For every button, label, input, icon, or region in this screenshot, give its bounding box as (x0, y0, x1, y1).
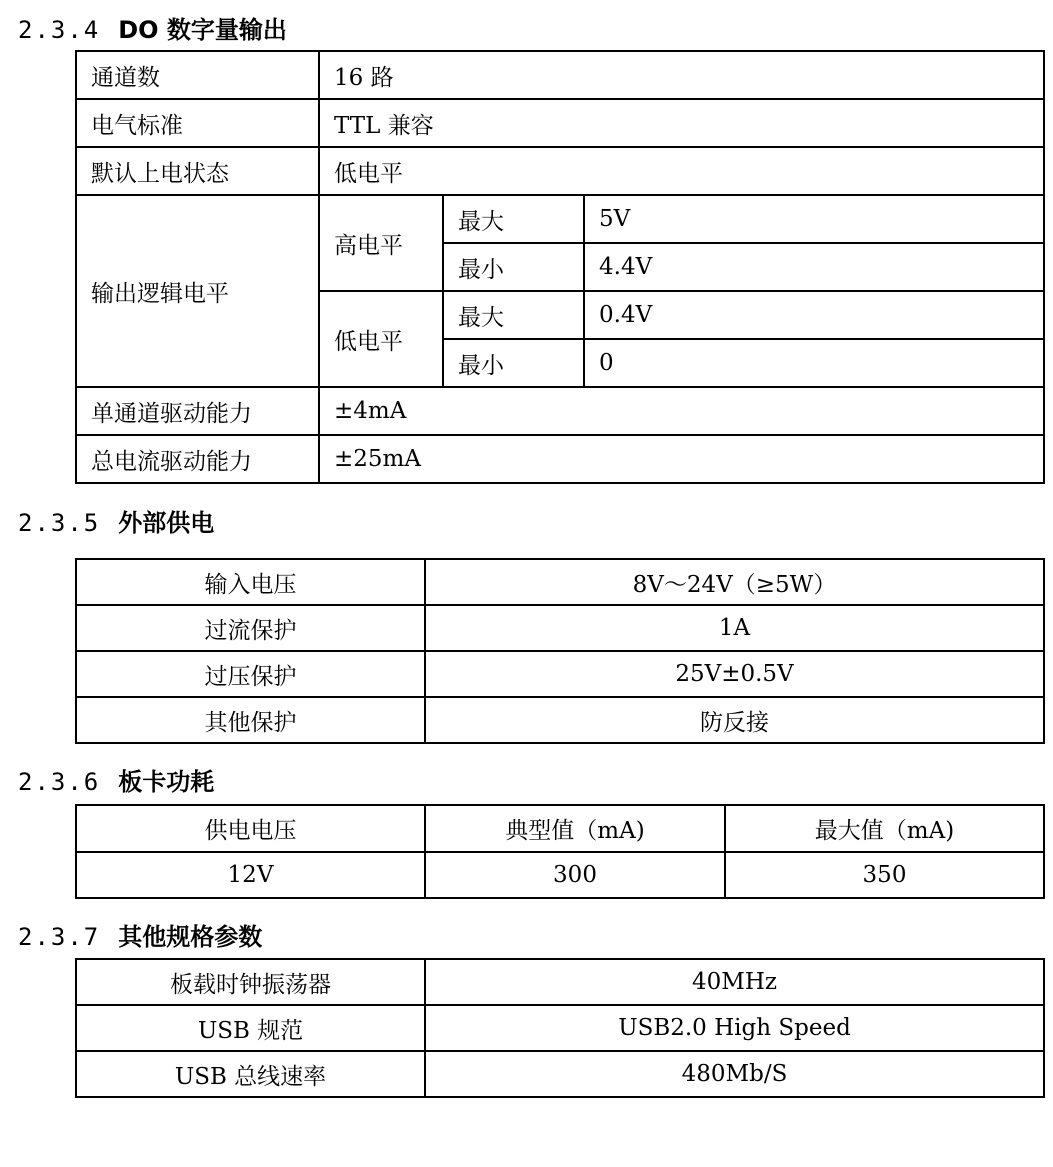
section-number: 2.3.4 (18, 16, 101, 44)
row-label: USB 总线速率 (76, 1051, 425, 1097)
row-label: 通道数 (76, 51, 319, 99)
table-row (76, 51, 1044, 99)
row-label: 电气标准 (76, 99, 319, 147)
row-value: 40MHz (425, 959, 1044, 1005)
low-min-value: 0 (584, 339, 1044, 387)
table-row (76, 852, 1044, 898)
row-value: 8V～24V（≥5W） (425, 559, 1044, 605)
row-label: 过流保护 (76, 605, 425, 651)
section-heading-2-3-6 (18, 767, 214, 797)
table-row (76, 387, 1044, 435)
high-min-value: 4.4V (584, 243, 1044, 291)
row-value: TTL 兼容 (319, 99, 1044, 147)
row-label: 总电流驱动能力 (76, 435, 319, 483)
row-label: 其他保护 (76, 697, 425, 743)
row-label: 板载时钟振荡器 (76, 959, 425, 1005)
row-value: ±4mA (319, 387, 1044, 435)
row-label: 输入电压 (76, 559, 425, 605)
section-number: 2.3.7 (18, 923, 101, 951)
row-label: USB 规范 (76, 1005, 425, 1051)
section-heading-2-3-5 (18, 508, 214, 538)
row-value: 低电平 (319, 147, 1044, 195)
section-title: 板卡功耗 (118, 768, 215, 796)
table-cell: 12V (76, 852, 425, 898)
row-label: 过压保护 (76, 651, 425, 697)
power-consumption-table (75, 804, 1045, 899)
row-label: 单通道驱动能力 (76, 387, 319, 435)
table-row (76, 147, 1044, 195)
table-cell: 300 (425, 852, 725, 898)
column-header: 最大值（mA) (725, 805, 1044, 852)
high-min-label: 最小 (443, 243, 584, 291)
row-value: USB2.0 High Speed (425, 1005, 1044, 1051)
table-row (76, 99, 1044, 147)
high-max-value: 5V (584, 195, 1044, 243)
table-row (76, 959, 1044, 1005)
table-row (76, 195, 1044, 243)
table-row (76, 559, 1044, 605)
table-cell: 350 (725, 852, 1044, 898)
section-heading-2-3-4 (18, 15, 287, 45)
low-max-label: 最大 (443, 291, 584, 339)
row-value: 25V±0.5V (425, 651, 1044, 697)
row-value: 16 路 (319, 51, 1044, 99)
column-header: 供电电压 (76, 805, 425, 852)
low-level-label: 低电平 (319, 291, 443, 387)
low-max-value: 0.4V (584, 291, 1044, 339)
section-number: 2.3.5 (18, 509, 101, 537)
section-title: DO 数字量输出 (118, 16, 287, 44)
section-number: 2.3.6 (18, 768, 101, 796)
other-specs-table (75, 958, 1045, 1098)
section-heading-2-3-7 (18, 922, 262, 952)
table-row (76, 697, 1044, 743)
table-row (76, 651, 1044, 697)
table-row (76, 1005, 1044, 1051)
power-supply-table (75, 558, 1045, 744)
row-value: 防反接 (425, 697, 1044, 743)
table-row (76, 1051, 1044, 1097)
row-value: 1A (425, 605, 1044, 651)
table-row (76, 435, 1044, 483)
section-title: 其他规格参数 (118, 923, 263, 951)
low-min-label: 最小 (443, 339, 584, 387)
section-title: 外部供电 (118, 509, 215, 537)
row-label: 默认上电状态 (76, 147, 319, 195)
table-header-row (76, 805, 1044, 852)
column-header: 典型值（mA) (425, 805, 725, 852)
high-max-label: 最大 (443, 195, 584, 243)
high-level-label: 高电平 (319, 195, 443, 291)
row-value: 480Mb/S (425, 1051, 1044, 1097)
do-output-table (75, 50, 1045, 484)
table-row (76, 605, 1044, 651)
logic-level-label: 输出逻辑电平 (76, 195, 319, 387)
row-value: ±25mA (319, 435, 1044, 483)
